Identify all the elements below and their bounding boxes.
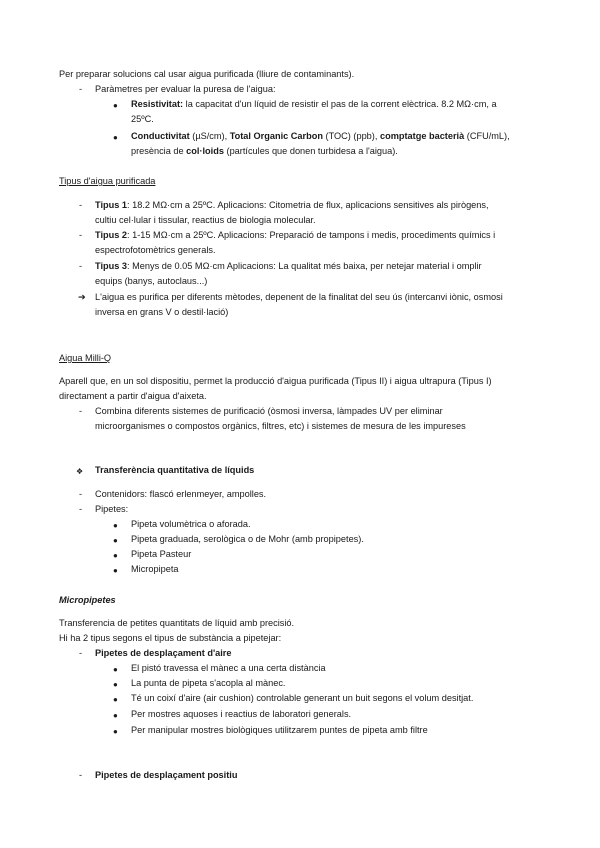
purification-note: L'aigua es purifica per diferents mètodes, depenent de la finalitat del seu ús (intercanvi iònic, osmosi — [95, 292, 503, 302]
type3-label: Tipus 3 — [95, 261, 127, 271]
bullet-dot: ● — [113, 665, 118, 674]
dash-bullet: - — [79, 261, 83, 271]
bullet-dot: ● — [113, 727, 118, 736]
bullet-dot: ● — [113, 566, 118, 575]
resistivity-text-cont: 25ºC. — [131, 114, 154, 124]
type2-label: Tipus 2 — [95, 230, 127, 240]
bullet-dot: ● — [113, 695, 118, 704]
bullet-dot: ● — [113, 551, 118, 560]
transfer-heading: Transferència quantitativa de líquids — [95, 465, 255, 475]
dash-bullet: - — [79, 504, 83, 514]
bullet-dot: ● — [113, 133, 118, 142]
bullet-dot: ● — [113, 536, 118, 545]
air-item: Per manipular mostres biològiques utilitzarem puntes de pipeta amb filtre — [131, 725, 428, 735]
params-line: Paràmetres per evaluar la puresa de l'aigua: — [95, 84, 276, 94]
bullet-dot: ● — [113, 680, 118, 689]
pipette-item: Pipeta graduada, serològica o de Mohr (amb propipetes). — [131, 534, 364, 544]
air-item: La punta de pipeta s'acopla al mànec. — [131, 678, 286, 688]
toc-unit: (TOC) (ppb), — [322, 131, 380, 141]
bacteria-label: comptatge bacterià — [379, 131, 465, 141]
dash-bullet: - — [79, 489, 83, 499]
milliq-bullet: Combina diferents sistemes de purificació (òsmosi inversa, làmpades UV per eliminar — [95, 406, 443, 416]
bullet-dot: ● — [113, 101, 118, 110]
toc-label: Total Organic Carbon — [229, 131, 323, 141]
dash-bullet: - — [79, 406, 83, 416]
positive-displacement-label: Pipetes de desplaçament positiu — [95, 770, 238, 780]
type1-text: : 18.2 MΩ·cm a 25ºC. Aplicacions: Citometria de flux, aplicacions sensitives als pirògens, — [127, 200, 489, 210]
type2-text-cont: espectrofotomètrics generals. — [95, 245, 216, 255]
type3-item — [95, 259, 482, 274]
type1-text-cont: cultiu cel·lular i tissular, reactius de biologia molecular. — [95, 215, 316, 225]
type1-label: Tipus 1 — [95, 200, 127, 210]
bullet-dot: ● — [113, 711, 118, 720]
air-item: Té un coixí d'aire (air cushion) controlable generant un buit segons el volum desitjat. — [131, 693, 474, 703]
type3-text-cont: equips (banys, autoclaus...) — [95, 276, 208, 286]
pipette-item: Micropipeta — [131, 564, 179, 574]
micropipettes-paragraph: Transferencia de petites quantitats de líquid amb precisió. — [59, 618, 295, 628]
micropipettes-heading: Micropipetes — [59, 595, 116, 605]
dash-bullet: - — [79, 84, 83, 94]
conductivity-label: Conductivitat — [131, 131, 190, 141]
milliq-bullet-cont: microorganismes o compostos orgànics, filtres, etc) i sistemes de mesura de les impureses — [95, 421, 466, 431]
colloids-text: (partícules que donen turbidesa a l'aigua). — [223, 146, 398, 156]
dash-bullet: - — [79, 200, 83, 210]
type1-item — [95, 198, 489, 213]
colloids-label: col·loids — [186, 146, 224, 156]
bullet-dot: ● — [113, 521, 118, 530]
colloids-prefix: presència de — [131, 146, 187, 156]
pipette-item: Pipeta Pasteur — [131, 549, 192, 559]
containers-line: Contenidors: flascó erlenmeyer, ampolles. — [95, 489, 267, 499]
pipettes-line: Pipetes: — [95, 504, 129, 514]
type2-item — [95, 228, 495, 243]
air-item: Per mostres aquoses i reactius de laboratori generals. — [131, 709, 352, 719]
pipette-item: Pipeta volumètrica o aforada. — [131, 519, 251, 529]
conductivity-unit: (µS/cm), — [189, 131, 230, 141]
dash-bullet: - — [79, 648, 83, 658]
resistivity-item — [131, 97, 497, 112]
milliq-paragraph-cont: directament a partir d'aigua d'aixeta. — [59, 391, 207, 401]
milliq-paragraph: Aparell que, en un sol dispositiu, permet la producció d'aigua purificada (Tipus II) i aigua ultrapura (Tipus I) — [59, 376, 492, 386]
purification-note-cont: inversa en grans V o destil·lació) — [95, 307, 229, 317]
resistivity-text: la capacitat d'un líquid de resistir el pas de la corrent elèctrica. 8.2 MΩ·cm, a — [183, 99, 497, 109]
intro-paragraph: Per preparar solucions cal usar aigua purificada (lliure de contaminants). — [59, 69, 355, 79]
conductivity-item — [131, 129, 510, 144]
colloids-line — [131, 144, 398, 159]
arrow-right-icon: ➔ — [78, 292, 86, 302]
milliq-heading: Aigua Milli-Q — [59, 353, 112, 363]
air-displacement-label: Pipetes de desplaçament d'aire — [95, 648, 232, 658]
micropipettes-types-intro: Hi ha 2 tipus segons el tipus de substància a pipetejar: — [59, 633, 282, 643]
air-item: El pistó travessa el mànec a una certa distància — [131, 663, 326, 673]
dash-bullet: - — [79, 770, 83, 780]
resistivity-label: Resistivitat: — [131, 99, 184, 109]
bacteria-unit: (CFU/mL), — [464, 131, 510, 141]
types-heading: Tipus d'aigua purificada — [59, 176, 156, 186]
diamond-bullet-icon: ❖ — [76, 467, 84, 476]
type3-text: : Menys de 0.05 MΩ·cm Aplicacions: La qualitat més baixa, per netejar material i omplir — [127, 261, 482, 271]
dash-bullet: - — [79, 230, 83, 240]
type2-text: : 1-15 MΩ·cm a 25ºC. Aplicacions: Preparació de tampons i medis, procediments químics i — [127, 230, 496, 240]
